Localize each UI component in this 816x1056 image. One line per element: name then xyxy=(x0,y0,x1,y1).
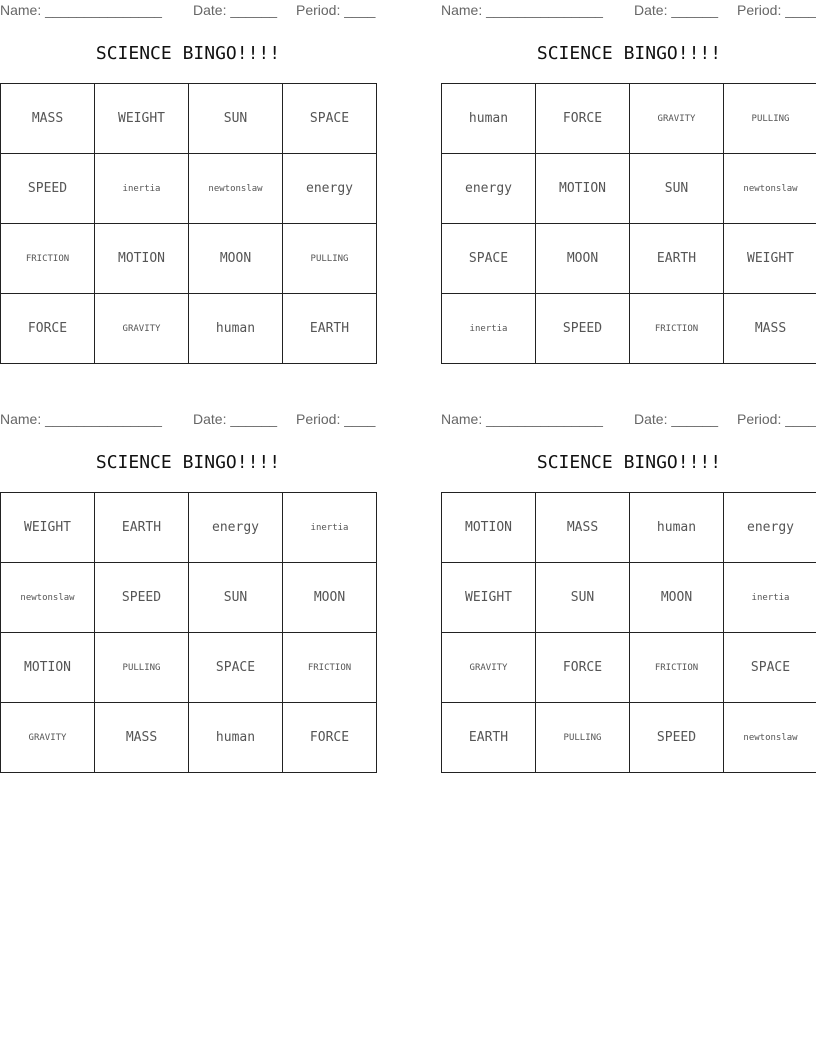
grid-row xyxy=(442,703,816,773)
bingo-cell: newtonslaw xyxy=(724,154,816,224)
bingo-cell: MOON xyxy=(283,563,377,633)
grid-row xyxy=(442,154,816,224)
bingo-cell: energy xyxy=(283,154,377,224)
grid-row xyxy=(1,224,377,294)
bingo-cell: FORCE xyxy=(283,703,377,773)
bingo-cell: MASS xyxy=(724,294,816,364)
name-field-label: Name: _______________ xyxy=(0,411,162,427)
bingo-cell: EARTH xyxy=(630,224,724,294)
bingo-cell: WEIGHT xyxy=(724,224,816,294)
period-field-label: Period: ____ xyxy=(737,411,816,427)
bingo-cell: MASS xyxy=(536,493,630,563)
grid-row xyxy=(442,294,816,364)
bingo-cell: MOON xyxy=(189,224,283,294)
bingo-cell: MOTION xyxy=(536,154,630,224)
bingo-cell: energy xyxy=(442,154,536,224)
bingo-cell: GRAVITY xyxy=(95,294,189,364)
bingo-cell: newtonslaw xyxy=(724,703,816,773)
student-info-header xyxy=(0,411,376,429)
bingo-cell: SPEED xyxy=(1,154,95,224)
bingo-card-4 xyxy=(441,409,816,784)
bingo-cell: MOON xyxy=(536,224,630,294)
bingo-cell: SUN xyxy=(630,154,724,224)
bingo-cell: inertia xyxy=(283,493,377,563)
bingo-cell: SUN xyxy=(189,84,283,154)
bingo-cell: SPEED xyxy=(630,703,724,773)
bingo-cell: MOTION xyxy=(442,493,536,563)
bingo-cell: EARTH xyxy=(95,493,189,563)
bingo-cell: PULLING xyxy=(95,633,189,703)
bingo-cell: MOTION xyxy=(95,224,189,294)
date-field-label: Date: ______ xyxy=(193,2,278,18)
bingo-cell: FORCE xyxy=(536,633,630,703)
bingo-cell: PULLING xyxy=(724,84,816,154)
name-field-label: Name: _______________ xyxy=(441,2,603,18)
bingo-cell: inertia xyxy=(442,294,536,364)
period-field-label: Period: ____ xyxy=(296,411,376,427)
bingo-cell: human xyxy=(189,294,283,364)
bingo-cell: FRICTION xyxy=(1,224,95,294)
bingo-cell: WEIGHT xyxy=(1,493,95,563)
date-field-label: Date: ______ xyxy=(193,411,278,427)
grid-row xyxy=(1,154,377,224)
bingo-cell: SUN xyxy=(536,563,630,633)
bingo-cell: FORCE xyxy=(536,84,630,154)
bingo-cell: energy xyxy=(724,493,816,563)
bingo-cell: SPACE xyxy=(724,633,816,703)
grid-row xyxy=(1,294,377,364)
bingo-card-3 xyxy=(0,409,376,784)
student-info-header xyxy=(441,2,816,20)
bingo-cell: FRICTION xyxy=(630,294,724,364)
bingo-cell: inertia xyxy=(95,154,189,224)
bingo-cell: MOON xyxy=(630,563,724,633)
bingo-title: SCIENCE BINGO!!!! xyxy=(95,43,281,64)
bingo-title: SCIENCE BINGO!!!! xyxy=(536,452,722,473)
date-field-label: Date: ______ xyxy=(634,411,719,427)
grid-row xyxy=(1,84,377,154)
bingo-cell: inertia xyxy=(724,563,816,633)
bingo-cell: FRICTION xyxy=(630,633,724,703)
bingo-cell: GRAVITY xyxy=(1,703,95,773)
bingo-cell: SPEED xyxy=(95,563,189,633)
student-info-header xyxy=(0,2,376,20)
grid-row xyxy=(1,493,377,563)
bingo-cell: SPACE xyxy=(189,633,283,703)
bingo-grid xyxy=(441,83,816,364)
bingo-cell: SPACE xyxy=(283,84,377,154)
bingo-title: SCIENCE BINGO!!!! xyxy=(95,452,281,473)
grid-row xyxy=(442,224,816,294)
bingo-cell: SPACE xyxy=(442,224,536,294)
bingo-cell: FRICTION xyxy=(283,633,377,703)
bingo-cell: SUN xyxy=(189,563,283,633)
period-field-label: Period: ____ xyxy=(296,2,376,18)
grid-row xyxy=(442,493,816,563)
date-field-label: Date: ______ xyxy=(634,2,719,18)
bingo-cell: PULLING xyxy=(536,703,630,773)
grid-row xyxy=(1,703,377,773)
bingo-grid xyxy=(0,83,377,364)
bingo-cell: SPEED xyxy=(536,294,630,364)
bingo-cell: human xyxy=(630,493,724,563)
period-field-label: Period: ____ xyxy=(737,2,816,18)
bingo-cell: GRAVITY xyxy=(442,633,536,703)
bingo-cell: FORCE xyxy=(1,294,95,364)
grid-row xyxy=(1,633,377,703)
bingo-cell: PULLING xyxy=(283,224,377,294)
bingo-cell: human xyxy=(189,703,283,773)
bingo-card-1 xyxy=(0,0,376,375)
bingo-cell: energy xyxy=(189,493,283,563)
bingo-grid xyxy=(441,492,816,773)
bingo-cell: newtonslaw xyxy=(189,154,283,224)
bingo-cell: human xyxy=(442,84,536,154)
grid-row xyxy=(442,633,816,703)
bingo-cell: MASS xyxy=(95,703,189,773)
bingo-cell: EARTH xyxy=(283,294,377,364)
bingo-cell: WEIGHT xyxy=(442,563,536,633)
grid-row xyxy=(442,84,816,154)
name-field-label: Name: _______________ xyxy=(0,2,162,18)
bingo-title: SCIENCE BINGO!!!! xyxy=(536,43,722,64)
grid-row xyxy=(442,563,816,633)
bingo-cell: MASS xyxy=(1,84,95,154)
bingo-cell: WEIGHT xyxy=(95,84,189,154)
bingo-cell: MOTION xyxy=(1,633,95,703)
bingo-cell: EARTH xyxy=(442,703,536,773)
bingo-card-2 xyxy=(441,0,816,375)
grid-row xyxy=(1,563,377,633)
bingo-grid xyxy=(0,492,377,773)
student-info-header xyxy=(441,411,816,429)
name-field-label: Name: _______________ xyxy=(441,411,603,427)
bingo-cell: newtonslaw xyxy=(1,563,95,633)
bingo-cell: GRAVITY xyxy=(630,84,724,154)
